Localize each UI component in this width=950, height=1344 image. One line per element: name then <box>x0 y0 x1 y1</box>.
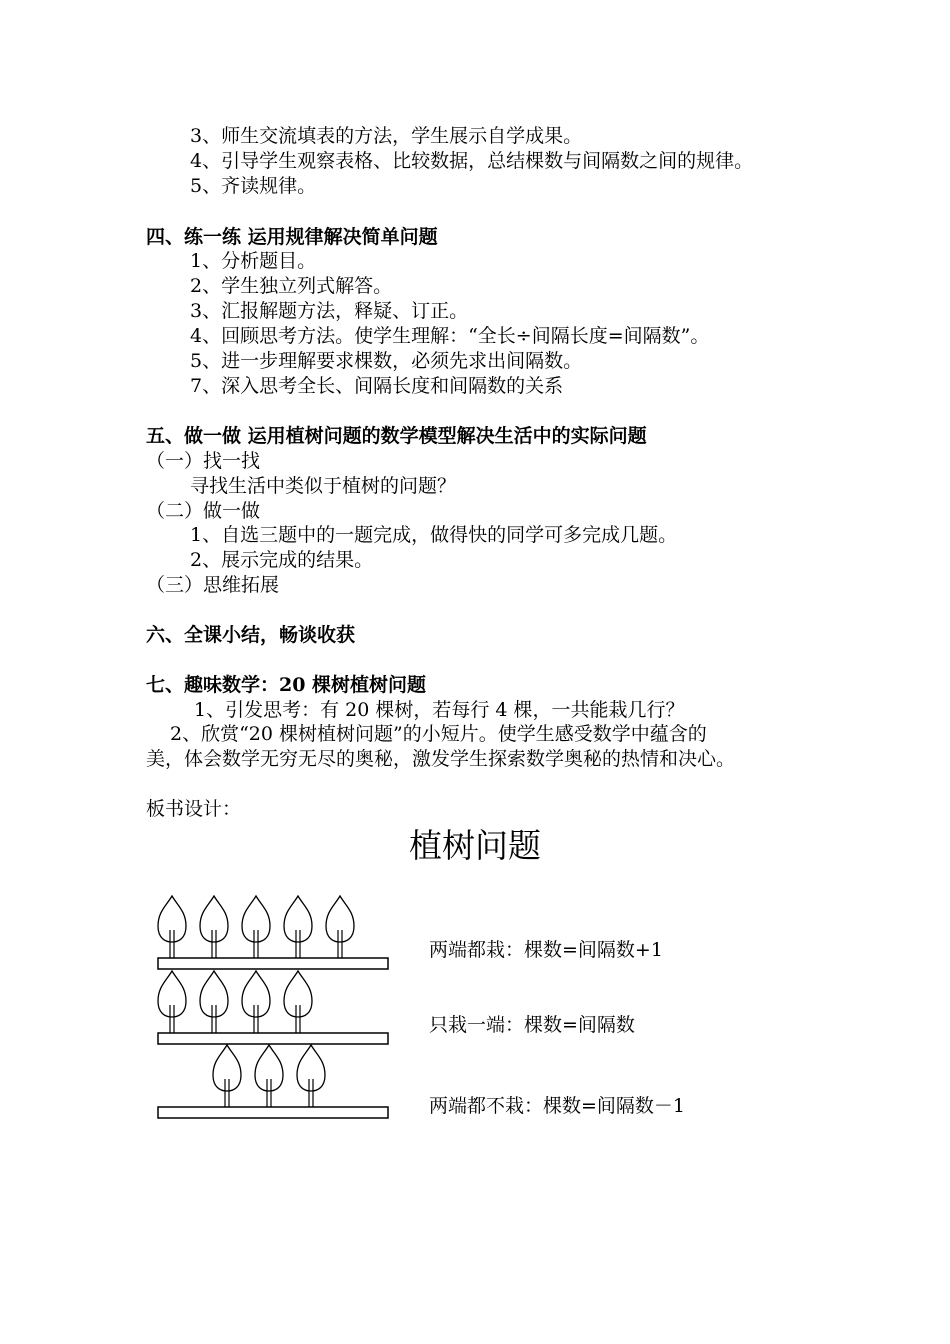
tree-row <box>158 1045 388 1118</box>
section7-item-2-cont: 美，体会数学无穷无尽的奥秘，激发学生探索数学奥秘的热情和决心。 <box>146 748 736 770</box>
board-label: 板书设计： <box>146 798 242 820</box>
section4-heading: 四、练一练 运用规律解决简单问题 <box>146 226 438 248</box>
rule-one-end: 只栽一端：棵数=间隔数 <box>429 1014 635 1036</box>
section4-item: 4、回顾思考方法。使学生理解：“全长÷间隔长度=间隔数”。 <box>190 325 710 347</box>
rule-no-ends: 两端都不栽：棵数=间隔数－1 <box>429 1095 686 1117</box>
section5-sub2-item: 2、展示完成的结果。 <box>190 549 374 571</box>
section3-item-5: 5、齐读规律。 <box>190 175 317 197</box>
tree-row <box>158 971 388 1044</box>
tree <box>242 896 270 958</box>
ground-board <box>158 958 388 969</box>
section5-subheading-2: （二）做一做 <box>146 500 261 522</box>
tree <box>158 971 186 1033</box>
tree <box>158 896 186 958</box>
section5-sub2-item: 1、自选三题中的一题完成，做得快的同学可多完成几题。 <box>190 524 678 546</box>
section5-subheading-3: （三）思维拓展 <box>146 574 280 596</box>
section6-heading: 六、全课小结，畅谈收获 <box>146 624 356 646</box>
section5-sub1-text: 寻找生活中类似于植树的问题？ <box>190 475 457 497</box>
ground-board <box>158 1107 388 1118</box>
section7-item-1: 1、引发思考：有 20 棵树，若每行 4 棵，一共能栽几行？ <box>194 699 685 721</box>
tree <box>297 1045 325 1107</box>
section3-item-4: 4、引导学生观察表格、比较数据，总结棵数与间隔数之间的规律。 <box>190 150 754 172</box>
section4-item: 2、学生独立列式解答。 <box>190 275 393 297</box>
section4-item: 5、进一步理解要求棵数，必须先求出间隔数。 <box>190 350 583 372</box>
tree <box>200 896 228 958</box>
tree <box>255 1045 283 1107</box>
section5-subheading-1: （一）找一找 <box>146 450 261 472</box>
ground-board <box>158 1033 388 1044</box>
tree <box>284 971 312 1033</box>
rule-both-ends: 两端都栽：棵数=间隔数+1 <box>429 939 663 961</box>
tree <box>200 971 228 1033</box>
section3-item-3: 3、师生交流填表的方法，学生展示自学成果。 <box>190 125 583 147</box>
tree <box>326 896 354 958</box>
section5-heading: 五、做一做 运用植树问题的数学模型解决生活中的实际问题 <box>146 425 647 447</box>
section7-item-2: 2、欣赏“20 棵树植树问题”的小短片。使学生感受数学中蕴含的 <box>170 723 707 745</box>
tree <box>213 1045 241 1107</box>
tree <box>242 971 270 1033</box>
section4-item: 7、深入思考全长、间隔长度和间隔数的关系 <box>190 375 564 397</box>
tree <box>284 896 312 958</box>
section7-heading: 七、趣味数学：20 棵树植树问题 <box>146 674 427 696</box>
section4-item: 1、分析题目。 <box>190 250 317 272</box>
board-title: 植树问题 <box>409 826 541 865</box>
section4-item: 3、汇报解题方法，释疑、订正。 <box>190 300 469 322</box>
tree-row <box>158 896 388 969</box>
